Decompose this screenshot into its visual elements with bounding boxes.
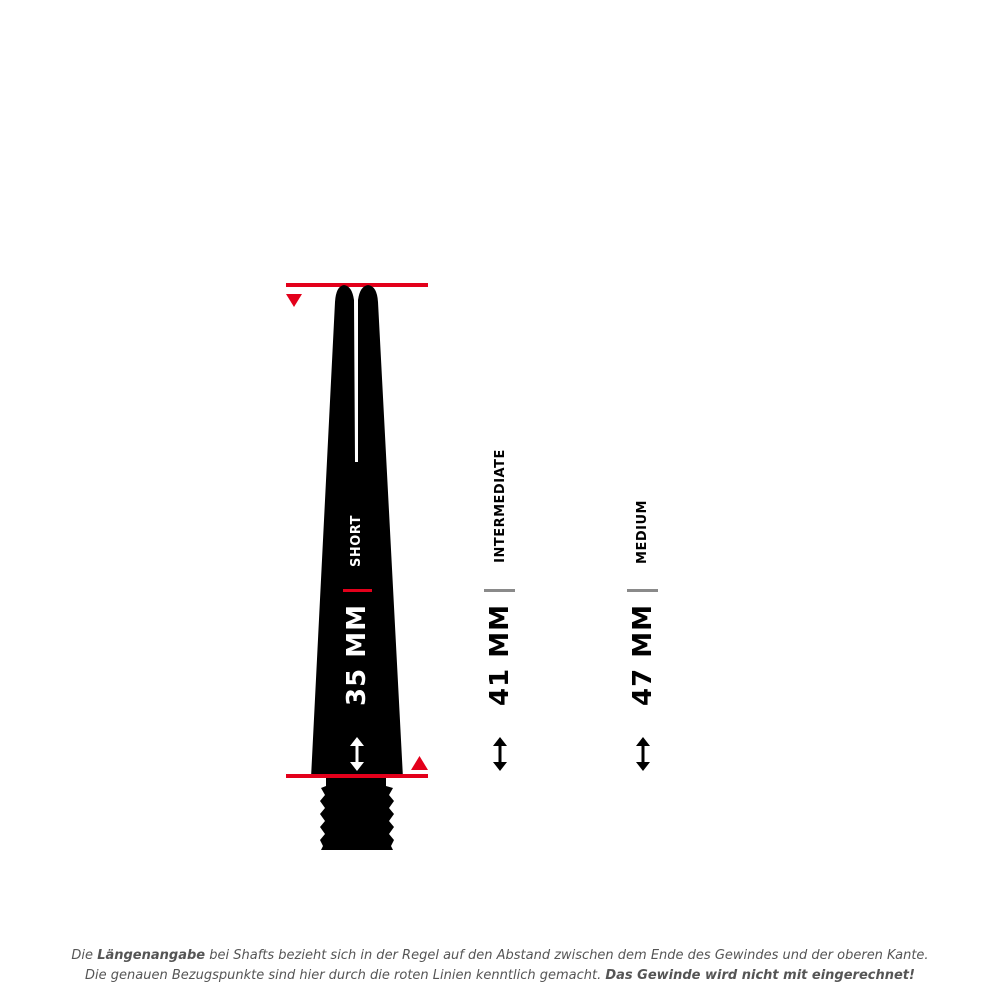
variant-length-short: 35 MM [342,604,372,706]
caption-line-1 [0,946,1000,966]
caption-line-2 [0,966,1000,986]
red-triangle-up-icon [411,756,428,770]
caption-text: Die [71,948,98,963]
bottom-reference-line [286,774,428,778]
top-reference-line [286,283,428,287]
red-triangle-down-icon [286,294,302,307]
double-arrow-vertical-icon [636,737,650,771]
variant-name-short: SHORT [349,514,364,568]
caption-text: bei Shafts bezieht sich in der Regel auf den Abstand zwischen dem Ende des Gewindes und der oberen Kante. [205,948,929,963]
intermediate-divider [484,589,515,592]
variant-name-intermediate: INTERMEDIATE [493,449,508,563]
double-arrow-vertical-icon [493,737,507,771]
explanation-caption [0,946,1000,986]
medium-divider [627,589,658,592]
caption-text: Die genauen Bezugspunkte sind hier durch die roten Linien kenntlich gemacht. [85,968,606,983]
variant-length-intermediate: 41 MM [485,604,515,706]
shaft-thread [320,778,394,850]
variant-name-medium: MEDIUM [635,500,650,564]
caption-emphasis: Längenangabe [97,948,206,963]
caption-emphasis: Das Gewinde wird nicht mit eingerechnet! [605,968,915,983]
variant-length-medium: 47 MM [628,604,658,706]
